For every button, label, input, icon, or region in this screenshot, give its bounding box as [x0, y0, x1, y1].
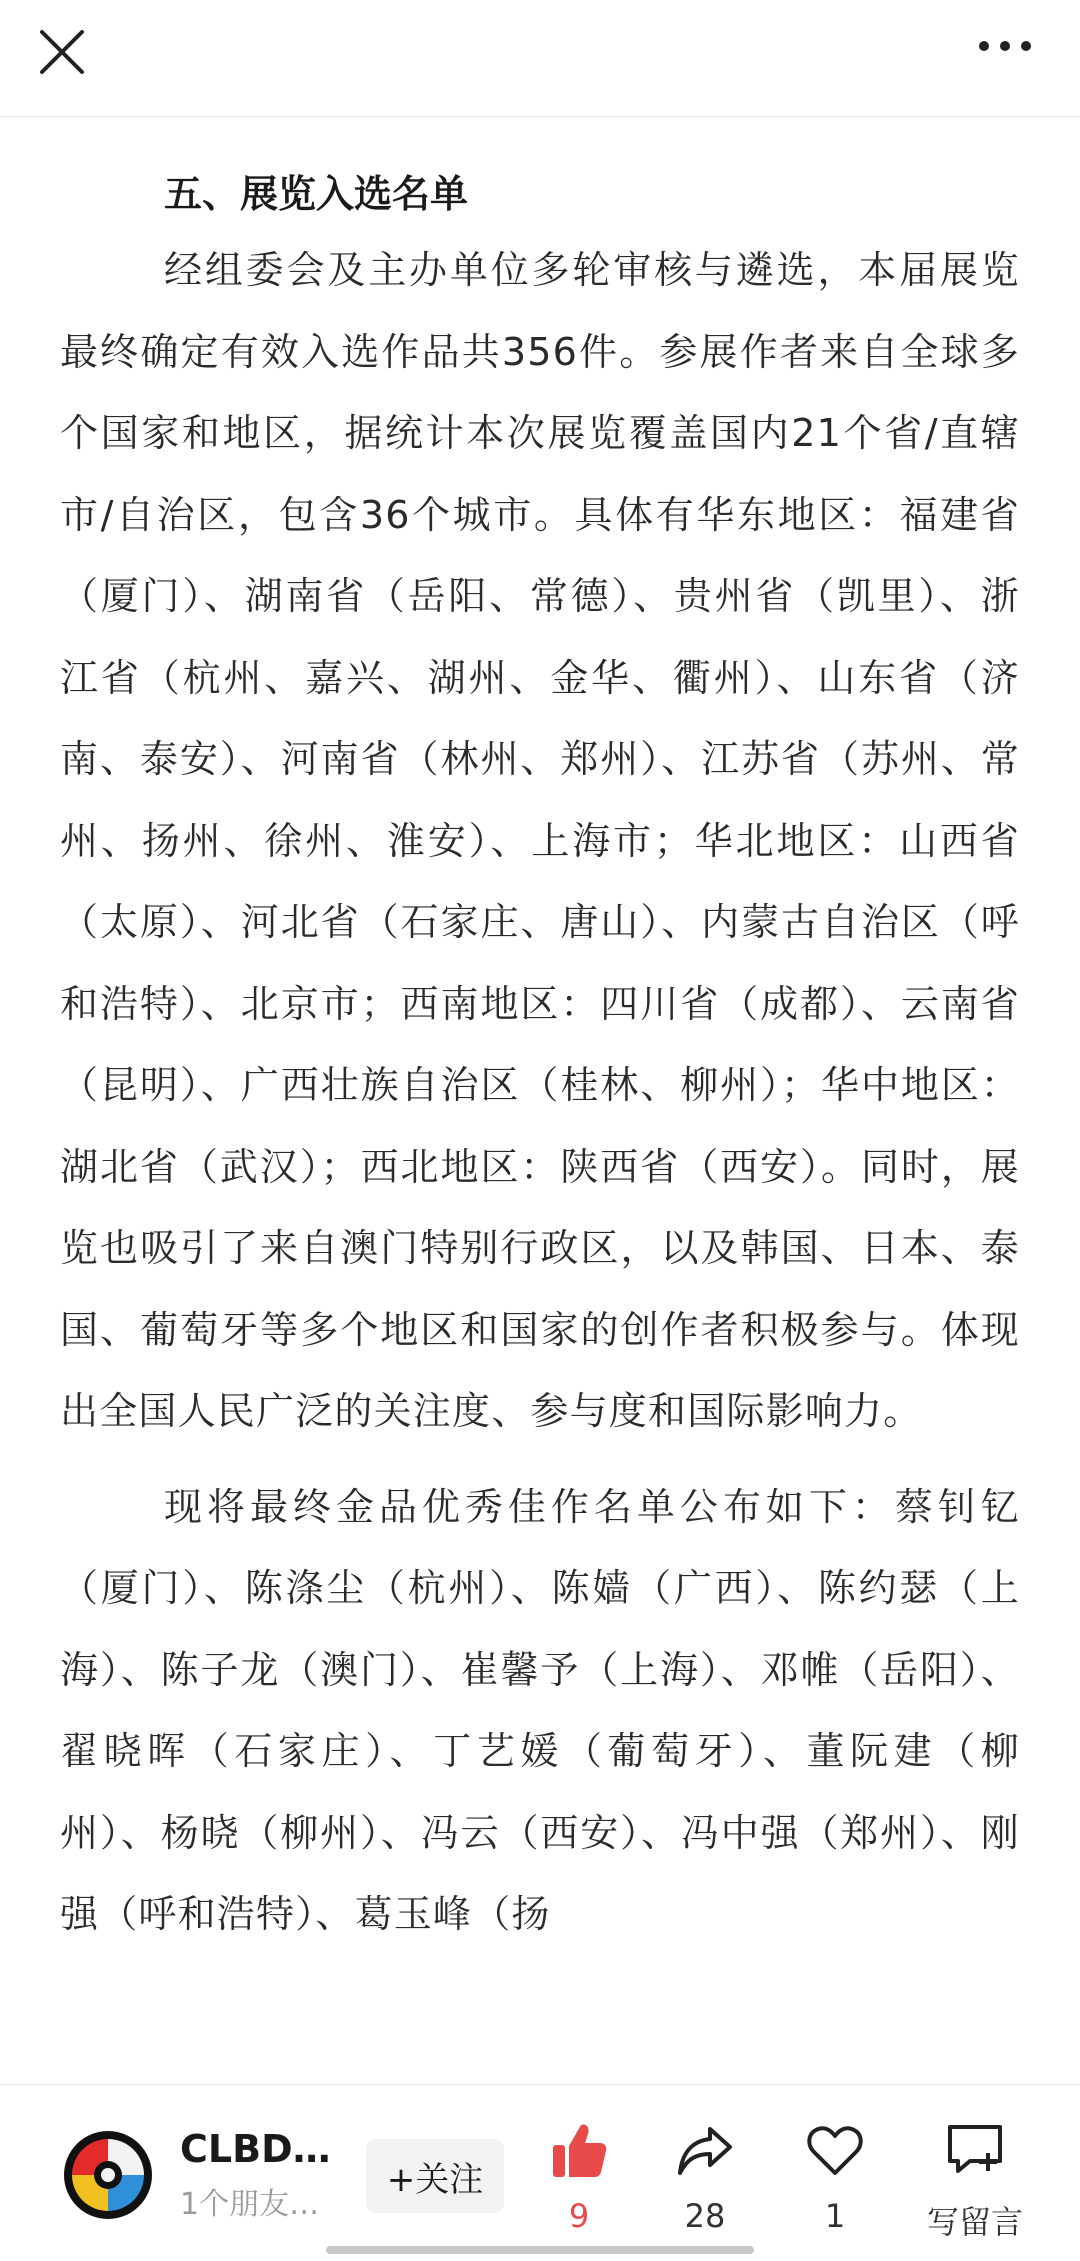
favorite-count: 1 — [824, 2197, 846, 2235]
comment-icon — [944, 2121, 1006, 2181]
more-button[interactable] — [970, 26, 1040, 66]
like-count: 9 — [568, 2197, 590, 2235]
comment-label: 写留言 — [926, 2203, 1023, 2241]
account-avatar[interactable] — [62, 2129, 154, 2221]
thumbs-up-icon — [550, 2121, 608, 2181]
comment-button[interactable] — [910, 2121, 1040, 2241]
follow-button[interactable]: +关注 — [366, 2139, 504, 2213]
close-icon — [34, 24, 90, 80]
like-button[interactable] — [524, 2121, 634, 2241]
article-paragraph: 现将最终金品优秀佳作名单公布如下：蔡钊钇（厦门）、陈涤尘（杭州）、陈嫱（广西）、陈约瑟（上海）、陈子龙（澳门）、崔馨予（上海）、邓帷（岳阳）、翟晓晖（石家庄）、丁艺媛（葡萄牙）、董阮建（柳州）、杨晓（柳州）、冯云（西安）、冯中强（郑州）、刚强（呼和浩特）、葛玉峰（扬 — [60, 1484, 1020, 1936]
share-button[interactable] — [650, 2121, 760, 2241]
heart-icon — [806, 2121, 864, 2181]
top-bar — [0, 0, 1080, 117]
article-paragraph: 经组委会及主办单位多轮审核与遴选，本届展览最终确定有效入选作品共356件。参展作者来自全球多个国家和地区，据统计本次展览覆盖国内21个省/直辖市/自治区，包含36个城市。具体有华东地区：福建省（厦门）、湖南省（岳阳、常德）、贵州省（凯里）、浙江省（杭州、嘉兴、湖州、金华、衢州）、山东省（济南、泰安）、河南省（林州、郑州）、江苏省（苏州、常州、扬州、徐州、淮安）、上海市；华北地区：山西省（太原）、河北省（石家庄、唐山）、内蒙古自治区（呼和浩特）、北京市；西南地区：四川省（成都）、云南省（昆明）、广西壮族自治区（桂林、柳州）；华中地区：湖北省（武汉）；西北地区：陕西省（西安）。同时，展览也吸引了来自澳门特别行政区，以及韩国、日本、泰国、葡萄牙等多个地区和国家的创作者积极参与。体现出全国人民广泛的关注度、参与度和国际影响力。 — [60, 248, 1020, 1433]
more-icon — [970, 26, 1040, 66]
account-logo-icon — [62, 2129, 154, 2221]
close-button[interactable] — [34, 24, 90, 80]
bottom-action-bar — [0, 2084, 1080, 2261]
article-body — [60, 158, 1020, 2078]
home-indicator[interactable] — [326, 2246, 754, 2254]
section-title: 五、展览入选名单 — [164, 172, 469, 216]
account-name[interactable]: CLBD… — [180, 2127, 331, 2171]
account-subtitle: 1个朋友… — [180, 2187, 320, 2222]
share-icon — [676, 2121, 734, 2181]
favorite-button[interactable] — [780, 2121, 890, 2241]
share-count: 28 — [684, 2197, 726, 2235]
